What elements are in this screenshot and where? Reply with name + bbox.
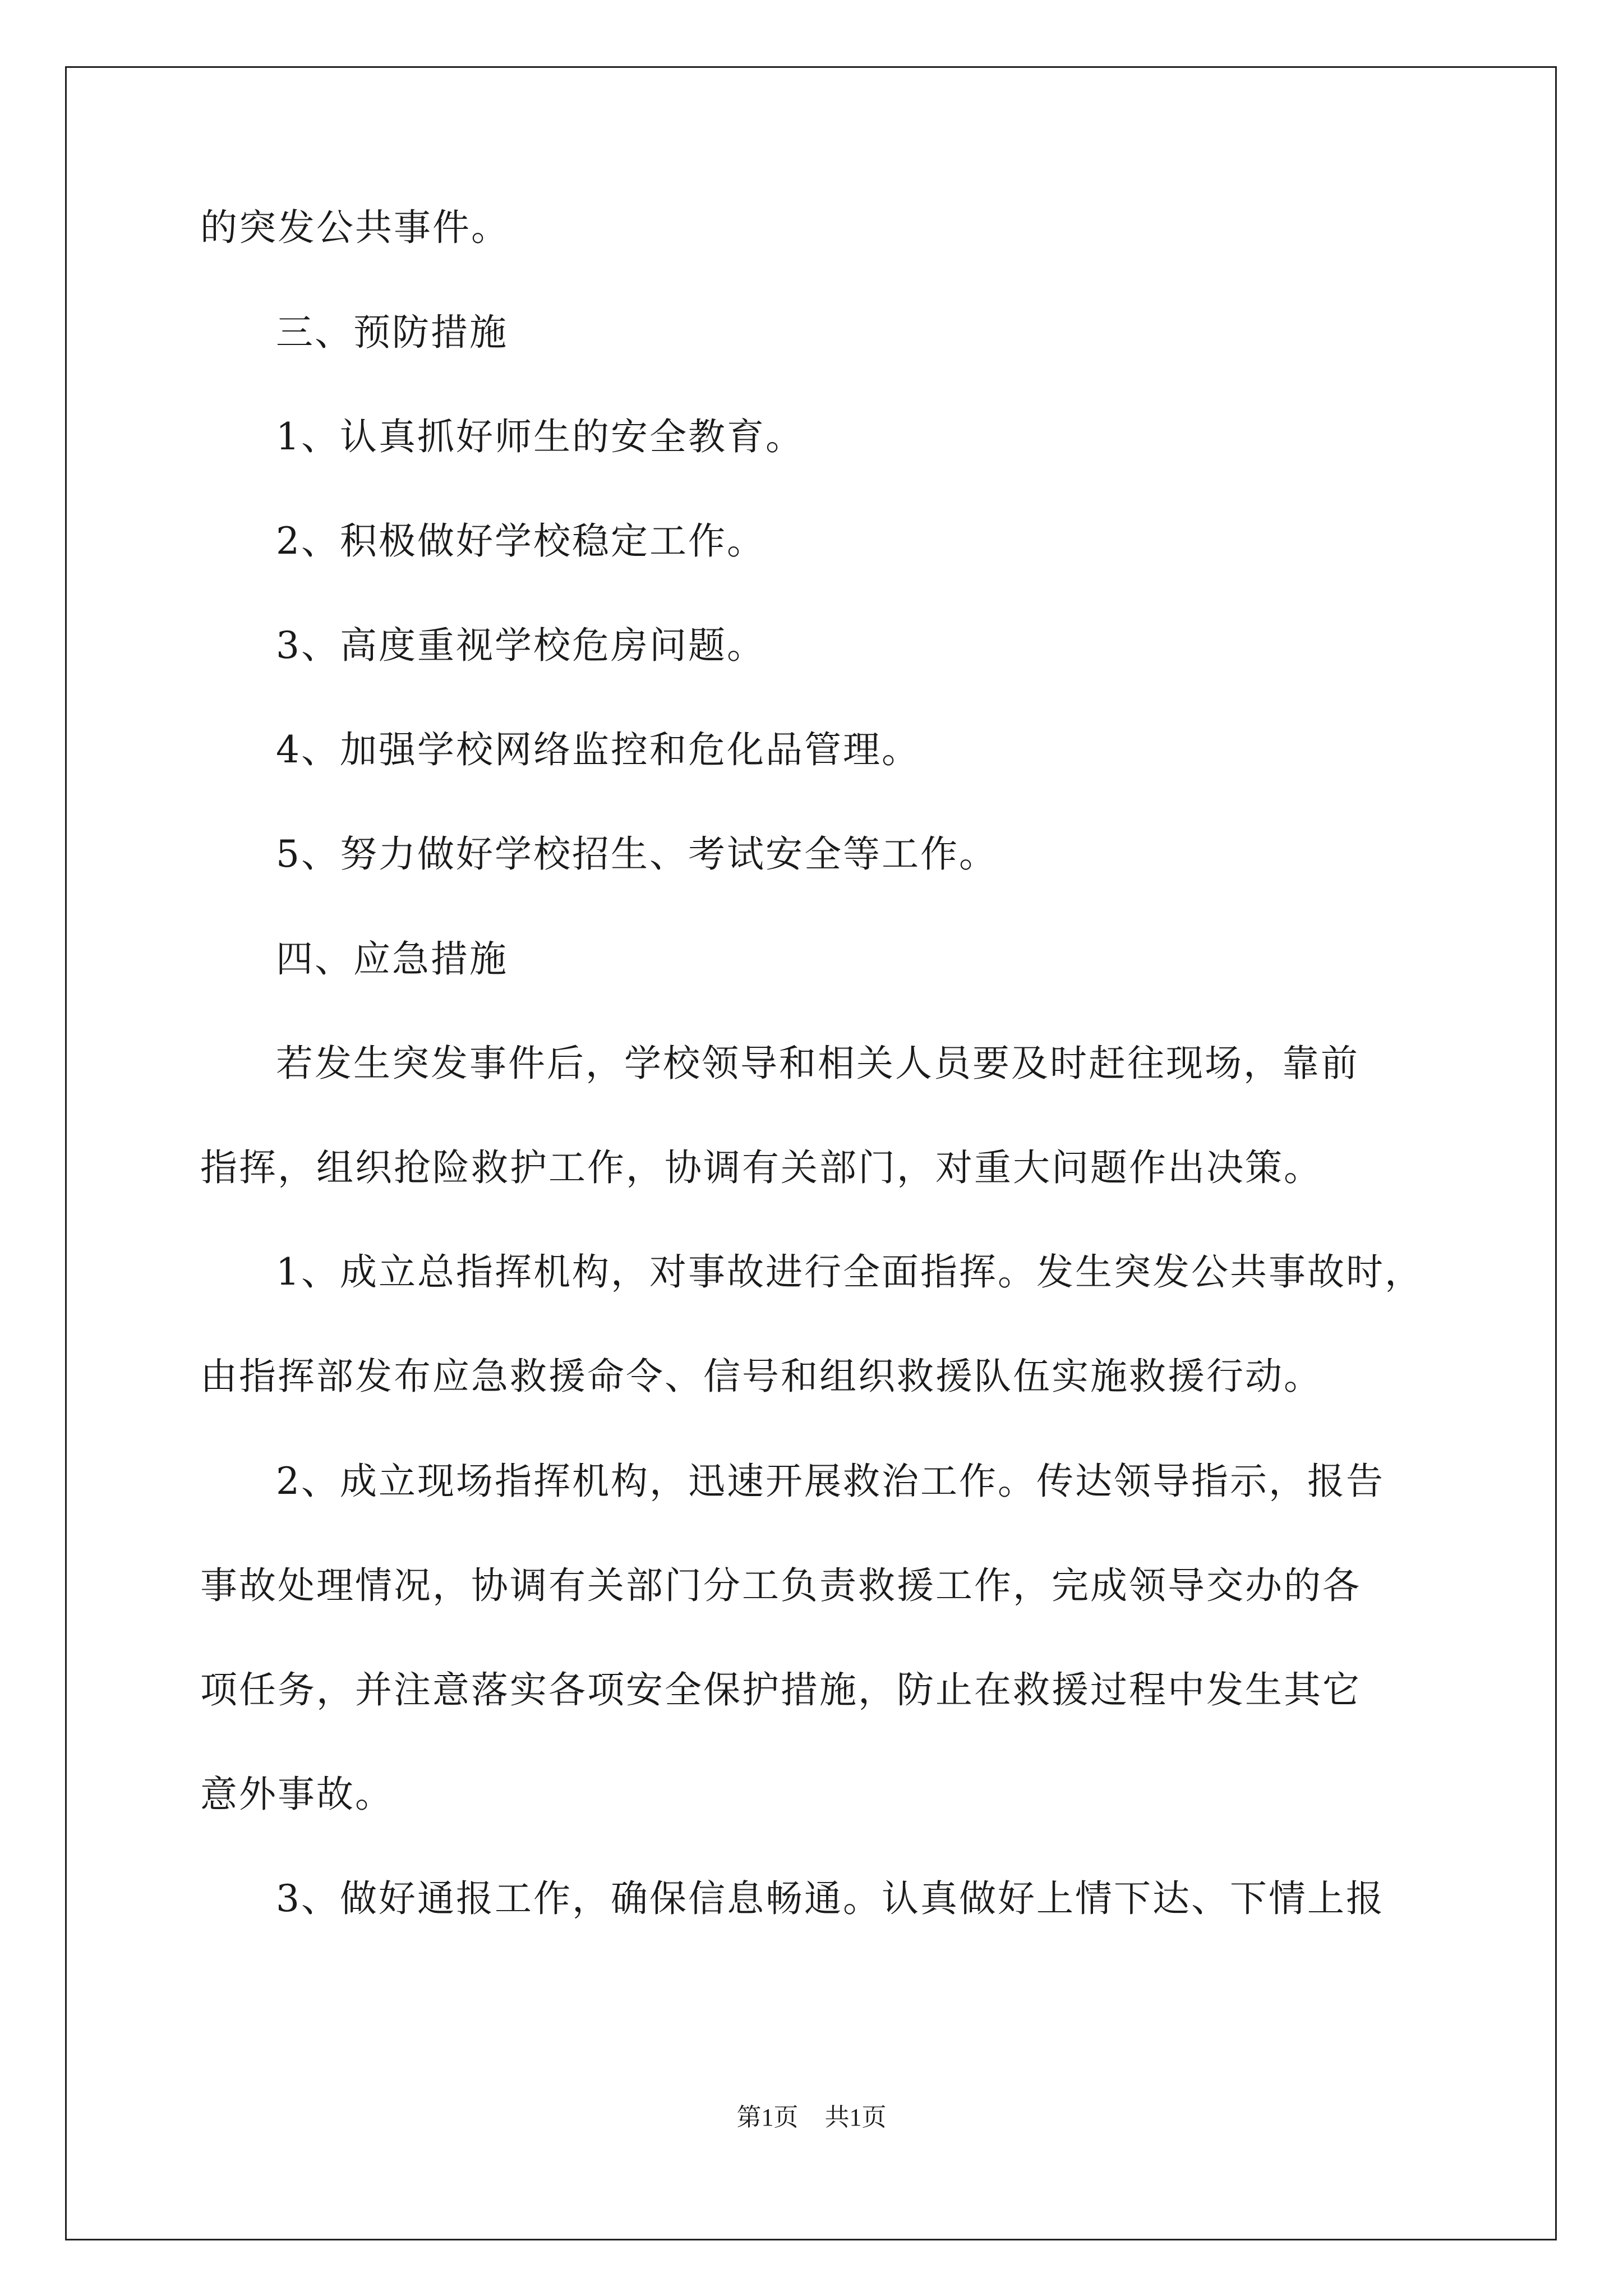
paragraph-line: 由指挥部发布应急救援命令、信号和组织救援队伍实施救援行动。: [200, 1355, 1322, 1398]
paragraph-line: 指挥，组织抢险救护工作，协调有关部门，对重大问题作出决策。: [200, 1146, 1322, 1189]
list-item: 3、高度重视学校危房问题。: [276, 624, 766, 667]
paragraph-line: 的突发公共事件。: [200, 206, 510, 249]
paragraph-line: 2、成立现场指挥机构，迅速开展救治工作。传达领导指示，报告: [276, 1460, 1385, 1503]
paragraph-line: 若发生突发事件后，学校领导和相关人员要及时赶往现场，靠前: [276, 1042, 1359, 1085]
section-heading: 三、预防措施: [276, 311, 508, 354]
section-heading: 四、应急措施: [276, 937, 508, 981]
paragraph-line: 1、成立总指挥机构，对事故进行全面指挥。发生突发公共事故时，: [276, 1250, 1423, 1294]
page-number: 第1页: [736, 2104, 799, 2131]
page-total: 共1页: [824, 2104, 887, 2131]
paragraph-line: 3、做好通报工作，确保信息畅通。认真做好上情下达、下情上报: [276, 1877, 1385, 1920]
list-item: 4、加强学校网络监控和危化品管理。: [276, 728, 920, 771]
paragraph-line: 项任务，并注意落实各项安全保护措施，防止在救援过程中发生其它: [200, 1668, 1361, 1711]
paragraph-line: 意外事故。: [200, 1773, 394, 1816]
list-item: 2、积极做好学校稳定工作。: [276, 519, 766, 563]
list-item: 5、努力做好学校招生、考试安全等工作。: [276, 832, 998, 876]
list-item: 1、认真抓好师生的安全教育。: [276, 415, 804, 458]
page-footer: [0, 2097, 1623, 2133]
paragraph-line: 事故处理情况，协调有关部门分工负责救援工作，完成领导交办的各: [200, 1564, 1361, 1607]
